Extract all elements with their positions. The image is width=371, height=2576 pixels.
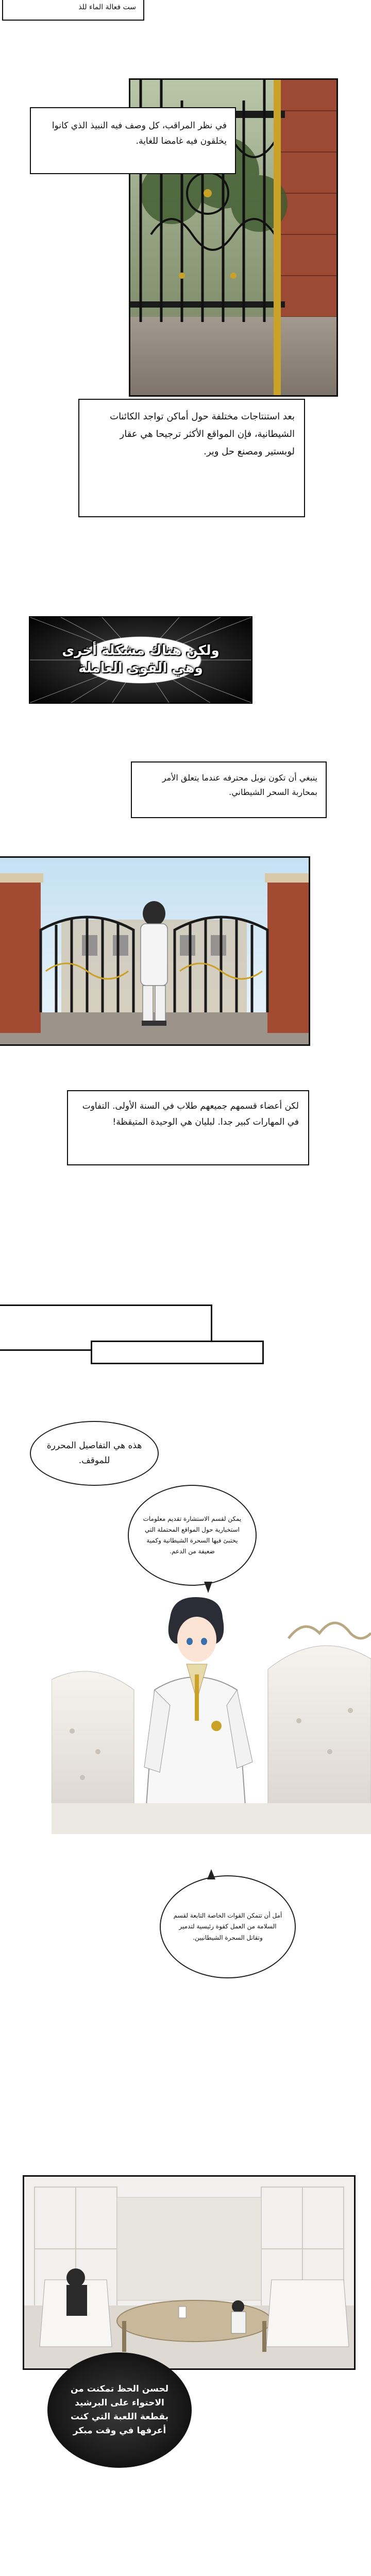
bubble-tail bbox=[207, 1869, 215, 1879]
speech-bubble-details-text: هذه هي التفاصيل المحررة للموقف. bbox=[46, 1440, 142, 1466]
caption-students bbox=[67, 1090, 309, 1165]
bubble-tail bbox=[204, 1582, 212, 1593]
top-cropped-caption-text: ست فعالة الماء للذ bbox=[78, 3, 136, 11]
room-scene-illustration bbox=[24, 2177, 354, 2368]
panel-boy-sofa bbox=[52, 1597, 371, 1834]
panel-character-gate bbox=[0, 856, 310, 1046]
character-gate-illustration bbox=[0, 858, 309, 1044]
thought-bubble-dark bbox=[47, 2352, 192, 2468]
shout-line-1: ولكن هناك مشكلة أخرى bbox=[62, 643, 220, 659]
speech-bubble-consultation-text: يمكن لقسم الاستشارة تقديم معلومات استخبارية حول المواقع المحتملة التي يختبئ فيها السحرة الشيطانية وكمية ضعيفة من الدعم. bbox=[143, 1515, 242, 1555]
shout-text bbox=[30, 617, 251, 703]
panel-room-scene bbox=[23, 2175, 356, 2370]
caption-noble bbox=[131, 761, 327, 818]
speech-bubble-safety-forces-text: أمل أن تتمكن القوات الخاصة التابعة لقسم السلامة من العمل كقوة رئيسية لتدمير وتقاتل السحرة الشيطانيين. bbox=[173, 1911, 282, 1941]
shout-line-2: وهي القوى العاملة bbox=[78, 660, 203, 676]
caption-students-text: لكن أعضاء قسمهم جميعهم طلاب في السنة الأولى. التفاوت في المهارات كبير جدا. لبليان هي الوحيدة المتيقظة! bbox=[82, 1101, 299, 1128]
caption-observer-text: في نظر المراقب، كل وصف فيه النبيذ الذي كانوا يخلقون فيه غامضا للغاية. bbox=[52, 121, 227, 146]
speech-bubble-details bbox=[30, 1421, 159, 1486]
empty-frame-2 bbox=[91, 1341, 264, 1364]
caption-noble-text: ينبغي أن تكون نوبل محترفه عندما يتعلق الأمر بمحاربة السحر الشيطاني. bbox=[162, 773, 317, 797]
caption-locations bbox=[78, 399, 305, 517]
speech-bubble-consultation bbox=[128, 1485, 257, 1586]
thought-bubble-dark-text: لحسن الحظ تمكنت من الاحتواء على البرشيد بقطعة اللعبة التي كنت أعرفها في وقت مبكر bbox=[70, 2383, 169, 2436]
boy-sofa-illustration bbox=[52, 1597, 371, 1834]
shout-panel-manpower bbox=[29, 616, 252, 704]
caption-observer bbox=[30, 107, 236, 174]
caption-locations-text: بعد استنتاجات مختلفة حول أماكن تواجد الكائنات الشيطانية، فإن المواقع الأكثر ترجيحا هي عقار لوبستير ومصنع حل وير. bbox=[110, 411, 295, 457]
speech-bubble-safety-forces bbox=[160, 1875, 296, 1978]
top-cropped-caption bbox=[2, 0, 144, 21]
